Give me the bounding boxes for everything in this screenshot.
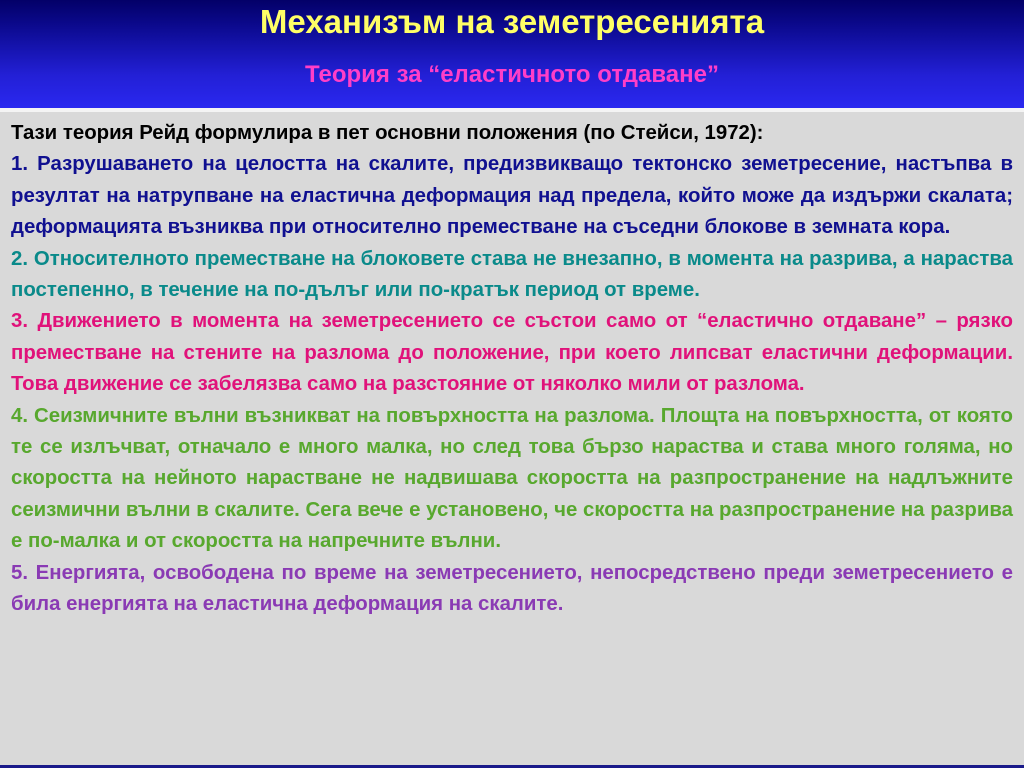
point-1: 1. Разрушаването на целостта на скалите, предизвикващо тектонско земетресение, настъпва в резултат на натрупване на еластична деформация над предела, който може да издържи скалата; деформацията възниква при относително преместване на съседни блокове в земната кора. [11, 153, 1013, 239]
point-5: 5. Енергията, освободена по време на земетресението, непосредствено преди земетресението е била енергията на еластична деформация на скалите. [11, 561, 1013, 616]
text-block [11, 118, 1013, 621]
slide-header [0, 0, 1024, 108]
point-4: 4. Сеизмичните вълни възникват на повърхността на разлома. Площта на повърхността, от която те се излъчват, отначало е много малка, но след това бързо нараства и става много голяма, но скоростта на нейното нарастване не надвишава скоростта на разпространение на надлъжните сеизмични вълни в скалите. Сега вече е установено, че скоростта на разпространение на разрива е по-малка и от скоростта на напречните вълни. [11, 404, 1013, 553]
point-3: 3. Движението в момента на земетресението се състои само от “еластично отдаване” – рязко преместване на стените на разлома до положение, при което липсват еластични деформации. Това движение се забелязва само на разстояние от няколко мили от разлома. [11, 310, 1013, 396]
slide-title: Механизъм на земетресенията [259, 3, 765, 40]
slide-subtitle: Теория за “еластичното отдаване” [305, 61, 719, 88]
slide-body [0, 112, 1024, 768]
intro-text: Тази теория Рейд формулира в пет основни положения (по Стейси, 1972): [11, 122, 764, 144]
point-2: 2. Относителното преместване на блоковете става не внезапно, в момента на разрива, а нараства постепенно, в течение на по-дълъг или по-кратък период от време. [11, 247, 1013, 302]
